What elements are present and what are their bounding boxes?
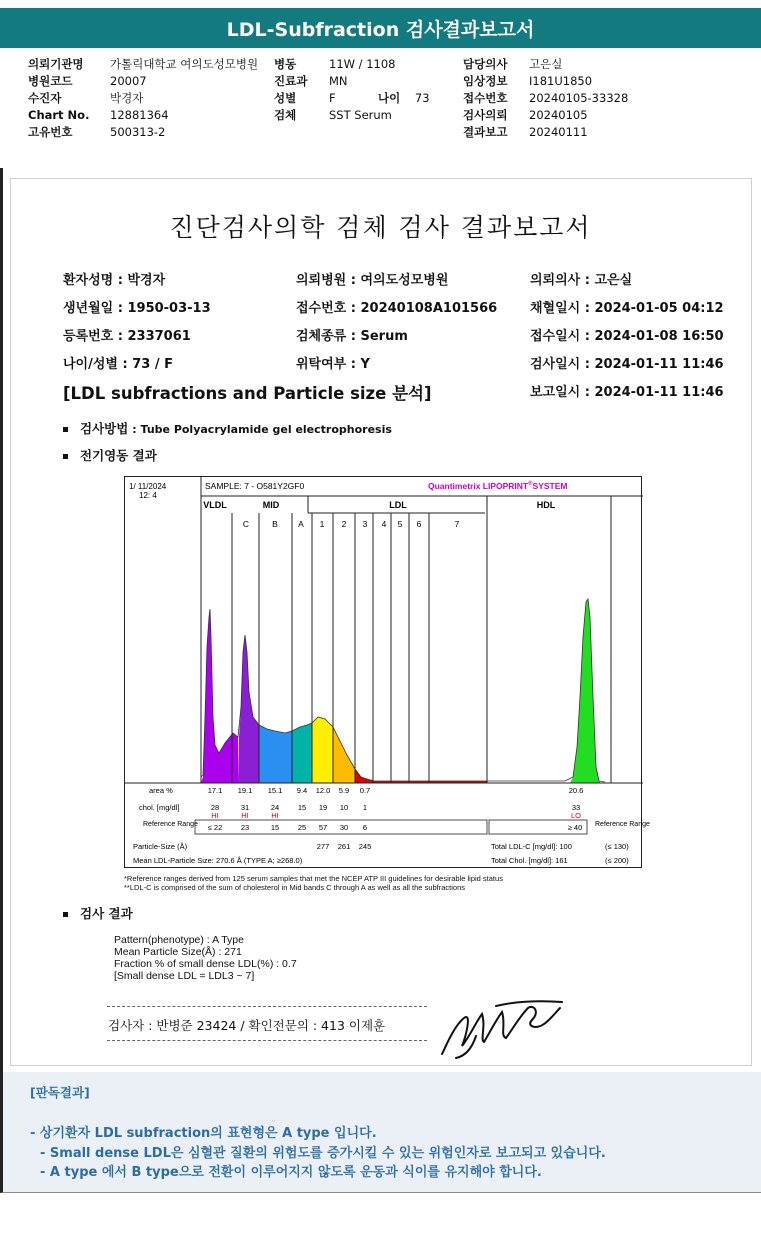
header-label: 병동 (274, 57, 297, 71)
bullet-icon (63, 454, 68, 459)
info-cell: 채혈일시 : 2024-01-05 04:12 (530, 301, 724, 316)
header-value: 12881364 (110, 108, 169, 122)
header-label: 접수번호 (463, 91, 508, 105)
chol-value: 31 (240, 803, 250, 812)
band-label: 4 (381, 519, 387, 529)
ref-value: ≤ 22 (207, 823, 223, 832)
total-chol: Total Chol. [mg/dl]: 161 (491, 856, 568, 865)
result-label: 검사 결과 (80, 906, 133, 921)
header-label: 검체 (274, 108, 297, 122)
band-label: 2 (341, 519, 347, 529)
chart-sample: SAMPLE: 7 - O581Y2GF0 (205, 481, 305, 491)
row-label-chol: chol. [mg/dl] (139, 803, 180, 812)
peak-ldl-3 (355, 769, 373, 783)
area-value: 9.4 (296, 786, 308, 795)
ref-value: 6 (362, 823, 368, 832)
header-label: Chart No. (28, 108, 90, 122)
band-label: 1 (319, 519, 325, 529)
header-col1 (28, 56, 89, 141)
chol-value: 24 (270, 803, 280, 812)
info-cell: 위탁여부 : Y (296, 357, 370, 372)
header-value: I181U1850 (529, 74, 593, 88)
header-value: 박경자 (110, 91, 144, 105)
particle-size: 261 (337, 842, 351, 851)
band-label: 6 (416, 519, 422, 529)
info-cell: 접수일시 : 2024-01-08 16:50 (530, 329, 724, 344)
ref-value: 25 (297, 823, 307, 832)
particle-size-label: Particle-Size (Å) (133, 842, 188, 851)
signature-image (436, 996, 566, 1062)
peak-mid-a (292, 723, 312, 783)
band-label: B (272, 519, 278, 529)
ref-value: ≥ 40 (567, 823, 583, 832)
info-cell: 환자성명 : 박경자 (63, 273, 166, 288)
info-cell: 접수번호 : 20240108A101566 (296, 301, 498, 316)
signature-divider-top (107, 1006, 427, 1007)
info-cell: 검체종류 : Serum (296, 329, 408, 344)
band-label: 7 (454, 519, 460, 529)
peak-ldl-1 (312, 717, 333, 783)
report-time: 보고일시 : 2024-01-11 11:46 (530, 385, 724, 400)
header-label: 담당의사 (463, 57, 508, 71)
section-title: [LDL subfractions and Particle size 분석] (63, 384, 432, 403)
total-chol-ref: (≤ 200) (605, 856, 629, 865)
area-value: 17.1 (207, 786, 223, 795)
ref-label-line: Reference Range (143, 821, 198, 828)
chol-value: 28 (210, 803, 220, 812)
result-line: [Small dense LDL = LDL3 ~ 7] (114, 970, 255, 982)
verdict-line: - A type 에서 B type으로 전환이 이루어지지 않도록 운동과 식이를 유지해야 합니다. (40, 1165, 542, 1180)
header-col3 (463, 56, 507, 141)
header-value: 고은실 (529, 57, 563, 71)
mean-size: Mean LDL-Particle Size: 270.6 Å (TYPE A; ≥268.0) (133, 856, 303, 865)
peak-hdl (570, 599, 601, 783)
info-cell: 나이/성별 : 73 / F (63, 357, 174, 372)
flag-hi: HI (271, 811, 279, 820)
info-cell: 의뢰의사 : 고은실 (530, 273, 633, 288)
band-label: A (298, 519, 304, 529)
method-label: 검사방법 (80, 421, 129, 436)
info-cell: 생년월일 : 1950-03-13 (63, 301, 211, 316)
bullet-icon (63, 427, 68, 432)
area-value: 19.1 (237, 786, 253, 795)
verdict-line: - 상기환자 LDL subfraction의 표현형은 A type 입니다. (30, 1126, 377, 1141)
chart-time: 12: 4 (139, 491, 157, 500)
header-value: F (329, 91, 336, 105)
header-value: MN (329, 74, 348, 88)
header-value: 11W / 1108 (329, 57, 396, 71)
peak-mid-c (239, 635, 259, 783)
group-label-mid: MID (262, 500, 280, 510)
total-ldl: Total LDL-C [mg/dl]: 100 (491, 842, 572, 851)
footnote: *Reference ranges derived from 125 serum samples that met the NCEP ATP III guidelines for desirable lipid status (124, 874, 503, 883)
header-label: 의뢰기관명 (28, 57, 84, 71)
header-value: 20240111 (529, 125, 588, 139)
ref-value: 15 (270, 823, 280, 832)
header-value: 20240105-33328 (529, 91, 629, 105)
ref-value: 57 (318, 823, 328, 832)
header-label: 고유번호 (28, 125, 73, 139)
electro-bullet (63, 446, 157, 464)
header-label: 진료과 (274, 74, 308, 88)
chol-value: 19 (318, 803, 328, 812)
chol-value: 10 (339, 803, 349, 812)
header-value: SST Serum (329, 108, 392, 122)
method-bullet (63, 419, 392, 437)
header-label: 결과보고 (463, 125, 508, 139)
chol-value: 33 (571, 803, 581, 812)
chol-value: 1 (362, 803, 368, 812)
result-line: Pattern(phenotype) : A Type (114, 934, 244, 946)
info-cell: 의뢰병원 : 여의도성모병원 (296, 273, 449, 288)
electropherogram-svg (125, 477, 650, 869)
info-cell: 등록번호 : 2337061 (63, 329, 191, 344)
bullet-icon (63, 912, 68, 917)
document-title: 진단검사의학 검체 검사 결과보고서 (169, 213, 592, 242)
header-label: 임상정보 (463, 74, 508, 88)
signature-divider-bottom (107, 1040, 427, 1041)
flag-hi: HI (211, 811, 219, 820)
header-value: 500313-2 (110, 125, 166, 139)
chart-brand-suffix: SYSTEM (532, 481, 568, 491)
particle-size: 277 (316, 842, 330, 851)
flag-lo: LO (570, 811, 582, 820)
area-value: 12.0 (315, 786, 331, 795)
peak-vldl (201, 609, 239, 783)
result-bullet (63, 904, 133, 922)
row-label-area: area % (149, 786, 173, 795)
group-label-vldl: VLDL (203, 500, 227, 510)
result-line: Fraction % of small dense LDL(%) : 0.7 (114, 958, 297, 970)
band-label: C (242, 519, 250, 529)
group-label-ldl: LDL (389, 500, 407, 510)
area-value: 5.9 (338, 786, 350, 795)
electropherogram-peaks (201, 599, 601, 783)
header-label: 수진자 (28, 91, 62, 105)
area-value: 15.1 (267, 786, 283, 795)
area-value: 0.7 (359, 786, 371, 795)
header-value: 20007 (110, 74, 147, 88)
header-col2 (274, 56, 307, 124)
inspector-line: 검사자 : 반병준 23424 / 확인전문의 : 413 이제훈 (108, 1018, 386, 1033)
chol-value: 15 (297, 803, 307, 812)
area-value: 20.6 (568, 786, 584, 795)
footnote: **LDL-C is comprised of the sum of cholesterol in Mid bands C through A as well as all the subfractions (124, 883, 466, 892)
peak-ldl-2 (333, 727, 355, 783)
flag-hi: HI (241, 811, 249, 820)
ref-value: 30 (339, 823, 349, 832)
header-col1-values (110, 56, 258, 141)
header-label: 검사의뢰 (463, 108, 508, 122)
chart-brand (428, 480, 568, 491)
report-banner-title: LDL-Subfraction 검사결과보고서 (0, 8, 761, 48)
band-label: 5 (397, 519, 403, 529)
result-line: Mean Particle Size(Å) : 271 (114, 946, 242, 958)
ref-value: 23 (240, 823, 250, 832)
peak-mid-b (259, 725, 292, 783)
chart-brand-name: Quantimetrix LIPOPRINT (428, 481, 529, 491)
total-ldl-ref: (≤ 130) (605, 842, 629, 851)
header-label: 성별 (274, 91, 297, 105)
band-label: 3 (362, 519, 368, 529)
chart-date: 1/ 11/2024 (129, 482, 167, 491)
electro-label: 전기영동 결과 (80, 448, 157, 463)
method-value: : Tube Polyacrylamide gel electrophoresis (132, 423, 392, 436)
header-age (378, 90, 430, 107)
header-value: 가톨릭대학교 여의도성모병원 (110, 57, 259, 71)
header-col3-values (529, 56, 628, 141)
electropherogram-chart (124, 476, 650, 868)
group-label-hdl: HDL (536, 500, 556, 510)
header-value: 20240105 (529, 108, 588, 122)
age-value: 73 (414, 91, 430, 105)
header-label: 병원코드 (28, 74, 73, 88)
verdict-title: [판독결과] (30, 1085, 90, 1100)
verdict-line: - Small dense LDL은 심혈관 질환의 위험도를 증가시킬 수 있는 위험인자로 보고되고 있습니다. (40, 1146, 606, 1161)
chart-brand-mark: ® (528, 481, 533, 487)
ref-label-right: Reference Range (595, 821, 650, 828)
row-label-ref (143, 821, 198, 828)
age-label: 나이 (378, 91, 401, 105)
info-cell: 검사일시 : 2024-01-11 11:46 (530, 357, 724, 372)
particle-size: 245 (358, 842, 372, 851)
